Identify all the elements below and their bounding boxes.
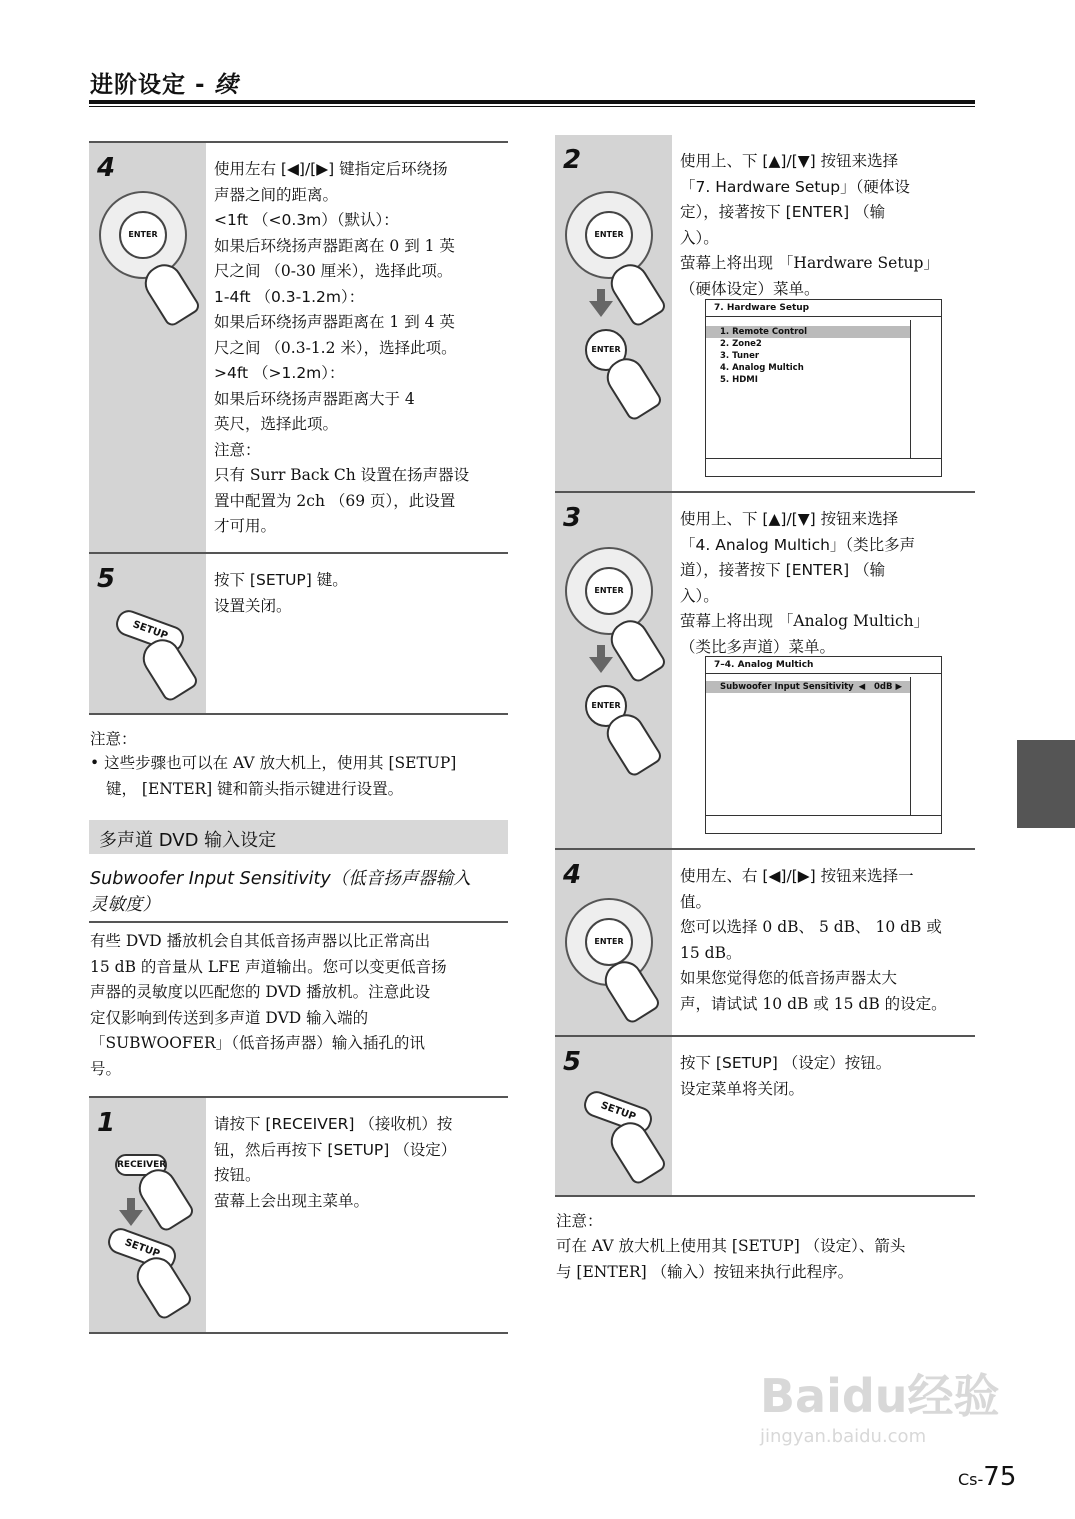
step-image-panel: 3 ENTER ENTER (555, 493, 672, 848)
section-title: 多声道 DVD 输入设定 (89, 820, 508, 854)
setup-button-icon: SETUP (581, 1088, 656, 1136)
step-number: 4 (97, 153, 116, 183)
step-image-panel (89, 1098, 206, 1332)
page-number: Cs-75 (958, 1462, 1017, 1492)
arrow-down-head-icon (119, 1210, 143, 1226)
step-4-right (555, 850, 975, 1037)
step-image-panel: 4 ENTER (89, 143, 206, 552)
header-rule (89, 100, 975, 104)
menu-item: 4. Analog Multich (720, 363, 804, 373)
header-rule-thin (89, 106, 975, 107)
screen-menu (706, 677, 911, 815)
section-paragraph: 有些 DVD 播放机会自其低音扬声器以比正常高出 15 dB 的音量从 LFE 声道输出。您可以变更低音扬 声器的灵敏度以匹配您的 DVD 播放机。注意此设 定仅影响到传送到多声道 DVD 输入端的 「SUBWOOFER」（低音扬声器）输入插孔的讯 号。 (90, 932, 447, 1078)
step-text: 按下 [SETUP] （设定）按钮。 设定菜单将关闭。 (680, 1054, 892, 1098)
enter-button-icon: ENTER (585, 685, 627, 727)
setup-button-icon: SETUP (113, 607, 188, 655)
step-number: 3 (563, 503, 582, 533)
enter-button-icon: ENTER (585, 329, 627, 371)
step-number: 2 (563, 145, 582, 175)
menu-item-selected: Subwoofer Input Sensitivity ◀ 0dB ▶ (706, 681, 910, 693)
step-text: 使用上、下 [▲]/[▼] 按钮来选择 「4. Analog Multich」（类比多声 道），接著按下 [ENTER] （输 入）。 萤幕上将出现 「Analog Multich」 （类比多声道）菜单。 (680, 510, 930, 656)
left-note: 注意： • 这些步骤也可以在 AV 放大机上，使用其 [SETUP] 键， [ENTER] 键和箭头指示键进行设置。 (90, 730, 457, 798)
step-3-right (555, 493, 975, 850)
step-1-left (89, 1096, 508, 1334)
step-text: 使用左、右 [◀]/[▶] 按钮来选择一 值。 您可以选择 0 dB、 5 dB、 10 dB 或 15 dB。 如果您觉得您的低音扬声器太大 声，请试试 10 dB 或 15 dB 的设定。 (680, 867, 947, 1013)
hand-icon (604, 1115, 668, 1186)
section-subtitle: Subwoofer Input Sensitivity（低音扬声器输入 灵敏度） (90, 869, 471, 915)
arrow-left-icon: ◀ (858, 682, 866, 692)
arrow-down-head-icon (589, 301, 613, 317)
screen-title: 7–4. Analog Multich (706, 657, 941, 674)
step-5-left (89, 554, 508, 715)
step-image-panel (89, 554, 206, 713)
right-note: 注意： 可在 AV 放大机上使用其 [SETUP] （设定）、箭头 与 [ENTER] （输入）按钮来执行此程序。 (556, 1212, 906, 1281)
step-text: 请按下 [RECEIVER] （接收机）按 钮，然后再按下 [SETUP] （设定） 按钮。 萤幕上会出现主菜单。 (214, 1115, 457, 1210)
menu-item: 2. Zone2 (720, 339, 762, 349)
step-number: 5 (97, 564, 116, 594)
menu-item: 5. HDMI (720, 375, 758, 385)
screen-footer (706, 458, 941, 476)
screen-menu (706, 320, 911, 458)
screen-footer (706, 815, 941, 833)
step-number: 1 (97, 1108, 116, 1138)
step-text: 使用上、下 [▲]/[▼] 按钮来选择 「7. Hardware Setup」（硬体设 定），接著按下 [ENTER] （输 入）。 萤幕上将出现 「Hardware Setup」 （硬体设定）菜单。 (680, 152, 939, 298)
chapter-tab (1017, 740, 1075, 828)
menu-item: 3. Tuner (720, 351, 760, 361)
step-number: 4 (563, 860, 582, 890)
setup-button-icon: SETUP (105, 1225, 180, 1273)
step-text: 使用左右 [◀]/[▶] 键指定后环绕扬 声器之间的距离。 <1ft （<0.3m）（默认）： 如果后环绕扬声器距离在 0 到 1 英 尺之间 （0-30 厘米），选择此项。 1-4ft （0.3-1.2m）： 如果后环绕扬声器距离在 1 到 4 英 尺之间 （0.3-1.2 米），选择此项。 >4ft （>1.2m）： 如果后环绕扬声器距离大于 4 英尺，选择此项。 注意： 只有 Surr Back Ch 设置在扬声器设 置中配置为 2ch （69 页），此设置 才可用。 (214, 160, 470, 535)
baidu-watermark: Baidu经验 jingyan.baidu.com (760, 1369, 1000, 1447)
step-text: 按下 [SETUP] 键。 设置关闭。 (214, 571, 348, 615)
step-image-panel: 2 ENTER ENTER (555, 135, 672, 491)
screen-title: 7. Hardware Setup (706, 300, 941, 317)
page-title: 进阶设定 - 续 (90, 72, 239, 98)
step-4-left (89, 141, 508, 554)
step-image-panel: 4 ENTER (555, 850, 672, 1035)
step-2-right (555, 135, 975, 493)
analog-multich-screen (705, 656, 942, 834)
step-5-right (555, 1037, 975, 1197)
subtitle-rule (89, 921, 508, 923)
step-number: 5 (563, 1047, 582, 1077)
receiver-button-icon: RECEIVER (115, 1154, 167, 1176)
arrow-down-head-icon (589, 657, 613, 673)
arrow-right-icon: ▶ (895, 682, 902, 692)
step-image-panel (555, 1037, 672, 1195)
hardware-setup-screen (705, 299, 942, 477)
menu-item: 1. Remote Control (706, 326, 910, 338)
